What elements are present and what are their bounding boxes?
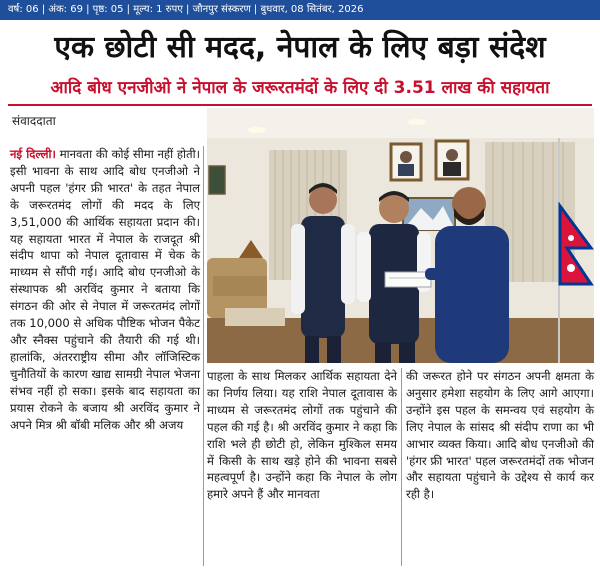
ceiling-light-icon: [408, 119, 426, 125]
article-headline: एक छोटी सी मदद, नेपाल के लिए बड़ा संदेश: [54, 30, 546, 65]
article-byline: संवाददाता: [12, 114, 56, 128]
column-divider: [401, 368, 402, 566]
article-column-1: [10, 146, 200, 433]
ceiling-light-icon: [248, 127, 266, 133]
article-column-3: की जरूरत होने पर संगठन अपनी क्षमता के अनुसार हमेशा सहयोग के लिए आगे आएगा। उन्होंने इस पहल के समन्वय एवं सहयोग के लिए नेपाल के सांसद श्री संदीप राणा का भी आभार व्यक्त किया। आदि बोध एनजीओ की 'हंगर फ्री भारत' पहल जरूरतमंदों तक भोजन और सहायता पहुंचाने के उद्देश्य से कार्य कर रही है।: [406, 369, 594, 502]
article-dateline: नई दिल्ली।: [10, 147, 56, 161]
newspaper-masthead-strip: [0, 0, 600, 20]
cheque-image: [385, 272, 431, 287]
news-photo: [207, 108, 594, 363]
article-subheadline: आदि बोध एनजीओ ने नेपाल के जरूरतमंदों के लिए दी 3.51 लाख की सहायता: [50, 78, 550, 98]
article-column-1-text: मानवता की कोई सीमा नहीं होती। इसी भावना के साथ आदि बोध एनजीओ ने अपनी पहल 'हंगर फ्री भारत' के तहत नेपाल के जरूरतमंद लोगों की मदद के लिए 3,51,000 की आर्थिक सहायता प्रदान की। यह सहायता भारत में नेपाल के राजदूत श्री संदीप थापा को नेपाल दूतावास में चेक के माध्यम से सौंपी गई। आदि बोध एनजीओ के संस्थापक श्री अरविंद कुमार ने बताया कि संगठन की ओर से नेपाल में जरूरतमंद लोगों तक 10,000 से अधिक पौष्टिक भोजन पैकेट और स्नैक्स पहुंचाने की तैयारी की गई थी। हालांकि, अंतरराष्ट्रीय सीमा और लॉजिस्टिक चुनौतियों के कारण खाद्य सामग्री नेपाल भेजना संभव नहीं हो सका। इसके बाद सहायता का प्रयास रोकने के बजाय श्री अरविंद कुमार ने अपने मित्र श्री बॉबी मलिक और श्री अजय: [10, 147, 201, 432]
column-divider: [203, 146, 204, 566]
headline-divider: [8, 104, 592, 106]
article-column-2: पाहला के साथ मिलकर आर्थिक सहायता देने का निर्णय लिया। यह राशि नेपाल दूतावास के माध्यम से जरूरतमंद लोगों तक पहुंचाने की पहल की गई है। श्री अरविंद कुमार ने कहा कि राशि भले ही छोटी हो, लेकिन मुश्किल समय में किसी के साथ खड़े होने की भावना सबसे महत्वपूर्ण है। उन्होंने कहा कि नेपाल के लोग हमारे अपने हैं और मानवता: [207, 369, 397, 502]
photo-illustration: [207, 108, 594, 363]
masthead-text: वर्ष: 06 | अंक: 69 | पृष्ठ: 05 | मूल्य: 1 रुपए | जौनपुर संस्करण | बुधवार, 08 सितंबर, 2026: [8, 4, 364, 15]
